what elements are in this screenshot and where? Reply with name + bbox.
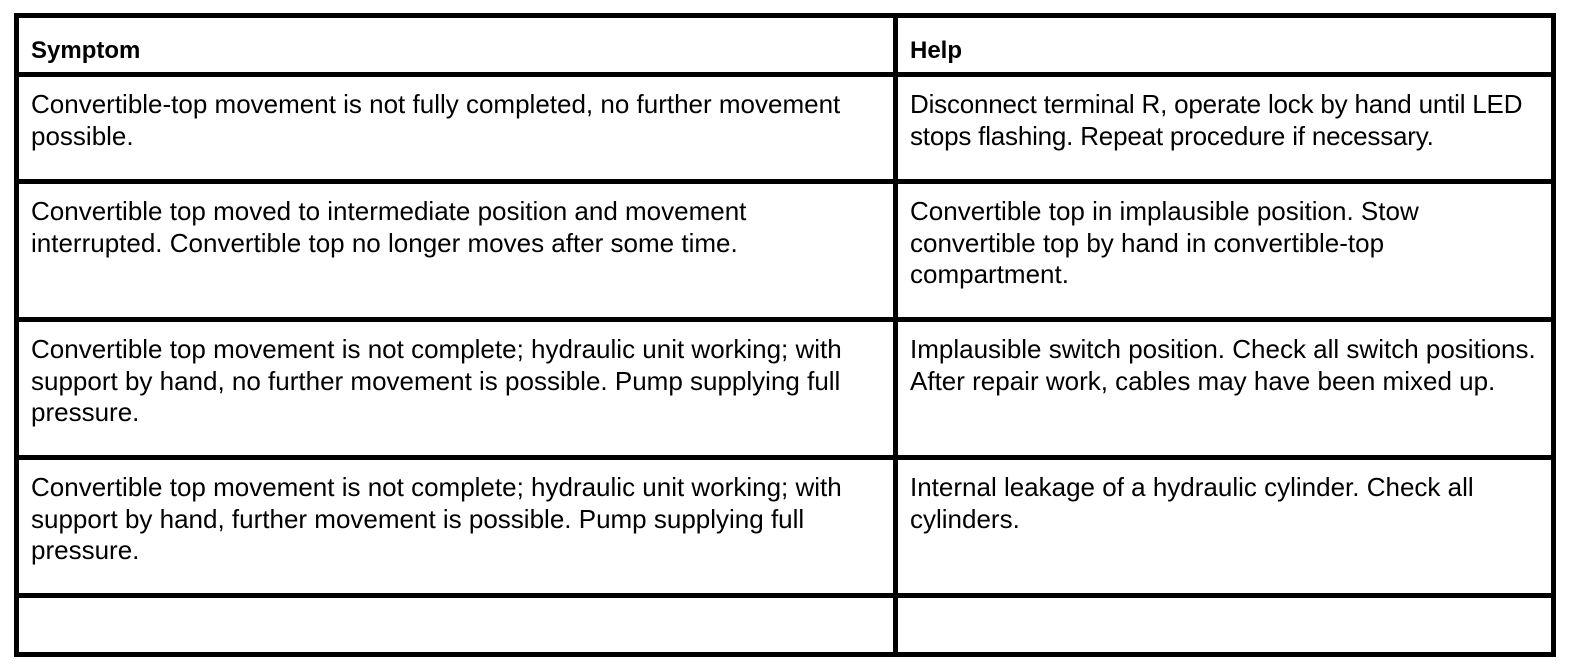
- symptom-cell: Convertible-top movement is not fully completed, no further movement possible.: [17, 75, 896, 182]
- table-row-empty: [17, 596, 1554, 655]
- help-cell: Implausible switch position. Check all switch positions. After repair work, cables may have been mixed up.: [896, 320, 1554, 458]
- table-row: [17, 458, 1554, 596]
- symptom-cell: [17, 596, 896, 655]
- table-row: [17, 75, 1554, 182]
- table-row: [17, 320, 1554, 458]
- help-cell: [896, 596, 1554, 655]
- troubleshooting-table-container: [14, 13, 1556, 657]
- help-cell: Internal leakage of a hydraulic cylinder. Check all cylinders.: [896, 458, 1554, 596]
- troubleshooting-table: [14, 13, 1556, 657]
- table-row: [17, 182, 1554, 320]
- symptom-cell: Convertible top movement is not complete; hydraulic unit working; with support by hand, no further movement is possible. Pump supplying full pressure.: [17, 320, 896, 458]
- header-help: Help: [896, 16, 1554, 75]
- table-header-row: [17, 16, 1554, 75]
- symptom-cell: Convertible top movement is not complete; hydraulic unit working; with support by hand, further movement is possible. Pump supplying full pressure.: [17, 458, 896, 596]
- symptom-cell: Convertible top moved to intermediate position and movement interrupted. Convertible top no longer moves after some time.: [17, 182, 896, 320]
- help-cell: Disconnect terminal R, operate lock by hand until LED stops flashing. Repeat procedure if necessary.: [896, 75, 1554, 182]
- header-symptom: Symptom: [17, 16, 896, 75]
- help-cell: Convertible top in implausible position. Stow convertible top by hand in convertible-top compartment.: [896, 182, 1554, 320]
